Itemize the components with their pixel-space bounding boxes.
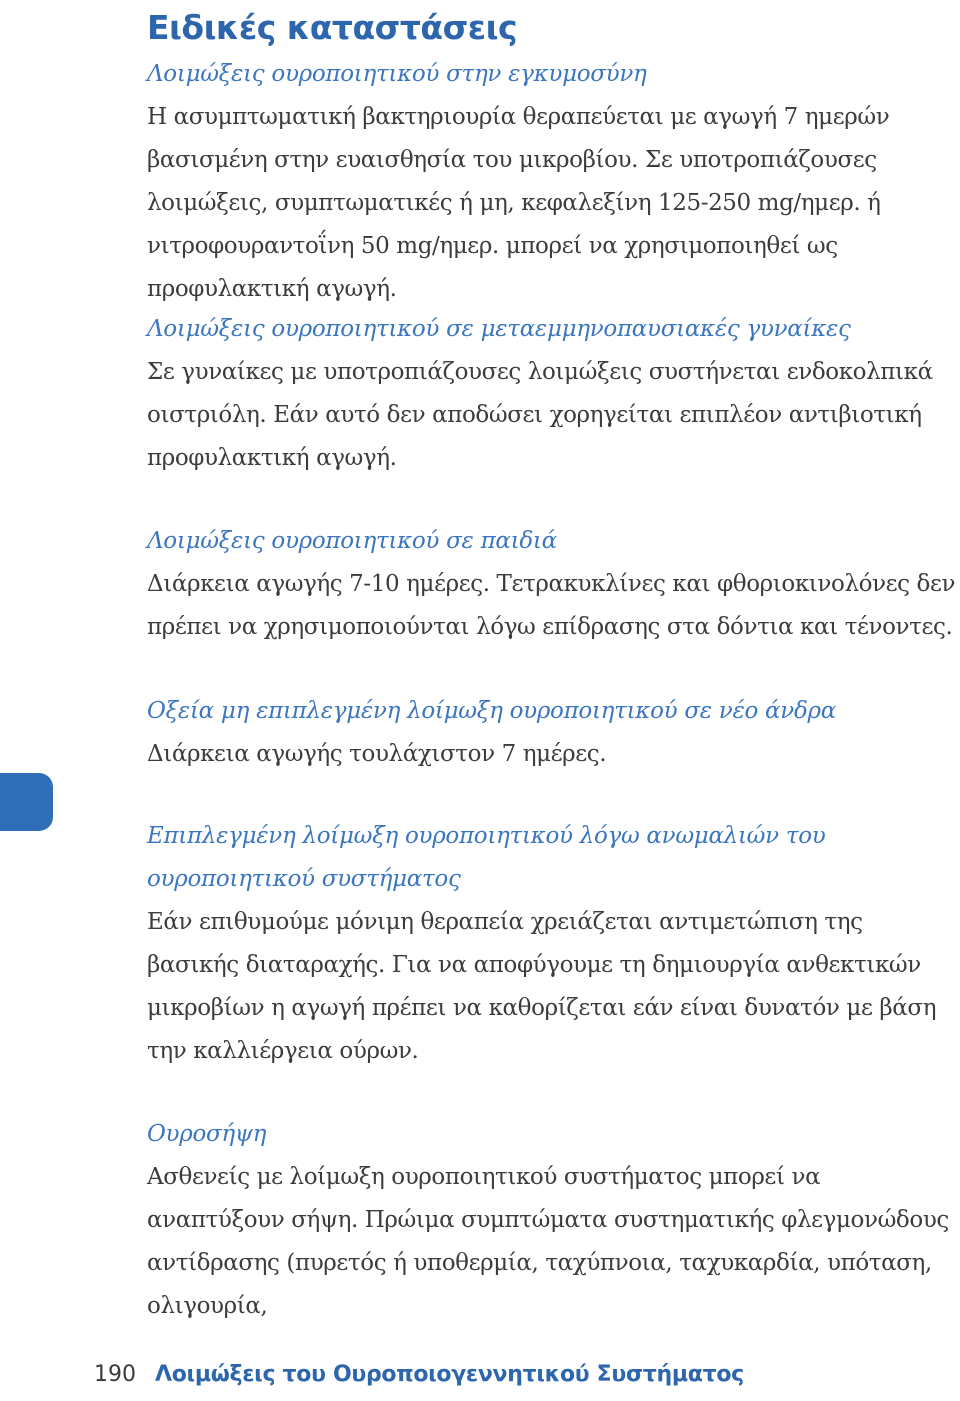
section-complicated — [147, 815, 957, 1073]
section-urosepsis — [147, 1113, 957, 1328]
running-title: Λοιμώξεις του Ουροποιογεννητικού Συστήματος — [155, 1362, 744, 1387]
section-body: Διάρκεια αγωγής τουλάχιστον 7 ημέρες. — [147, 741, 607, 767]
section-pregnancy — [147, 53, 957, 311]
section-heading: Λοιμώξεις ουροποιητικού στην εγκυμοσύνη — [147, 61, 647, 87]
section-young-men — [147, 690, 957, 776]
page-title: Ειδικές καταστάσεις — [147, 8, 518, 47]
section-body: Η ασυμπτωματική βακτηριουρία θεραπεύεται με αγωγή 7 ημερών βασισμένη στην ευαισθησία του μικροβίου. Σε υποτροπιάζουσες λοιμώξεις, συμπτωματικές ή μη, κεφαλεξίνη 125-250 mg/ημερ. ή νιτροφουραντοΐνη 50 mg/ημερ. μπορεί να χρησιμοποιηθεί ως προφυλακτική αγωγή. — [147, 104, 890, 302]
section-body: Ασθενείς με λοίμωξη ουροποιητικού συστήματος μπορεί να αναπτύξουν σήψη. Πρώιμα συμπτώματα συστηματικής φλεγμονώδους αντίδρασης (πυρετός ή υποθερμία, ταχύπνοια, ταχυκαρδία, υπόταση, ολιγουρία, — [147, 1164, 949, 1319]
section-children — [147, 520, 957, 649]
section-postmenopausal — [147, 308, 957, 480]
section-heading: Ουροσήψη — [147, 1121, 267, 1147]
section-body: Διάρκεια αγωγής 7-10 ημέρες. Τετρακυκλίνες και φθοριοκινολόνες δεν πρέπει να χρησιμοποιούνται λόγω επίδρασης στα δόντια και τένοντες. — [147, 571, 956, 640]
section-heading: Επιπλεγμένη λοίμωξη ουροποιητικού λόγω ανωμαλιών του ουροποιητικού συστήματος — [147, 823, 826, 892]
section-heading: Οξεία μη επιπλεγμένη λοίμωξη ουροποιητικού σε νέο άνδρα — [147, 698, 836, 724]
section-heading: Λοιμώξεις ουροποιητικού σε μεταεμμηνοπαυσιακές γυναίκες — [147, 316, 851, 342]
section-heading: Λοιμώξεις ουροποιητικού σε παιδιά — [147, 528, 557, 554]
section-body: Σε γυναίκες με υποτροπιάζουσες λοιμώξεις συστήνεται ενδοκολπικά οιστριόλη. Εάν αυτό δεν αποδώσει χορηγείται επιπλέον αντιβιοτική προφυλακτική αγωγή. — [147, 359, 933, 471]
chapter-tab-marker — [0, 773, 53, 831]
page-footer — [94, 1362, 744, 1387]
section-body: Εάν επιθυμούμε μόνιμη θεραπεία χρειάζεται αντιμετώπιση της βασικής διαταραχής. Για να αποφύγουμε τη δημιουργία ανθεκτικών μικροβίων η αγωγή πρέπει να καθορίζεται εάν είναι δυνατόν με βάση την καλλιέργεια ούρων. — [147, 909, 937, 1064]
page-number: 190 — [94, 1362, 136, 1387]
